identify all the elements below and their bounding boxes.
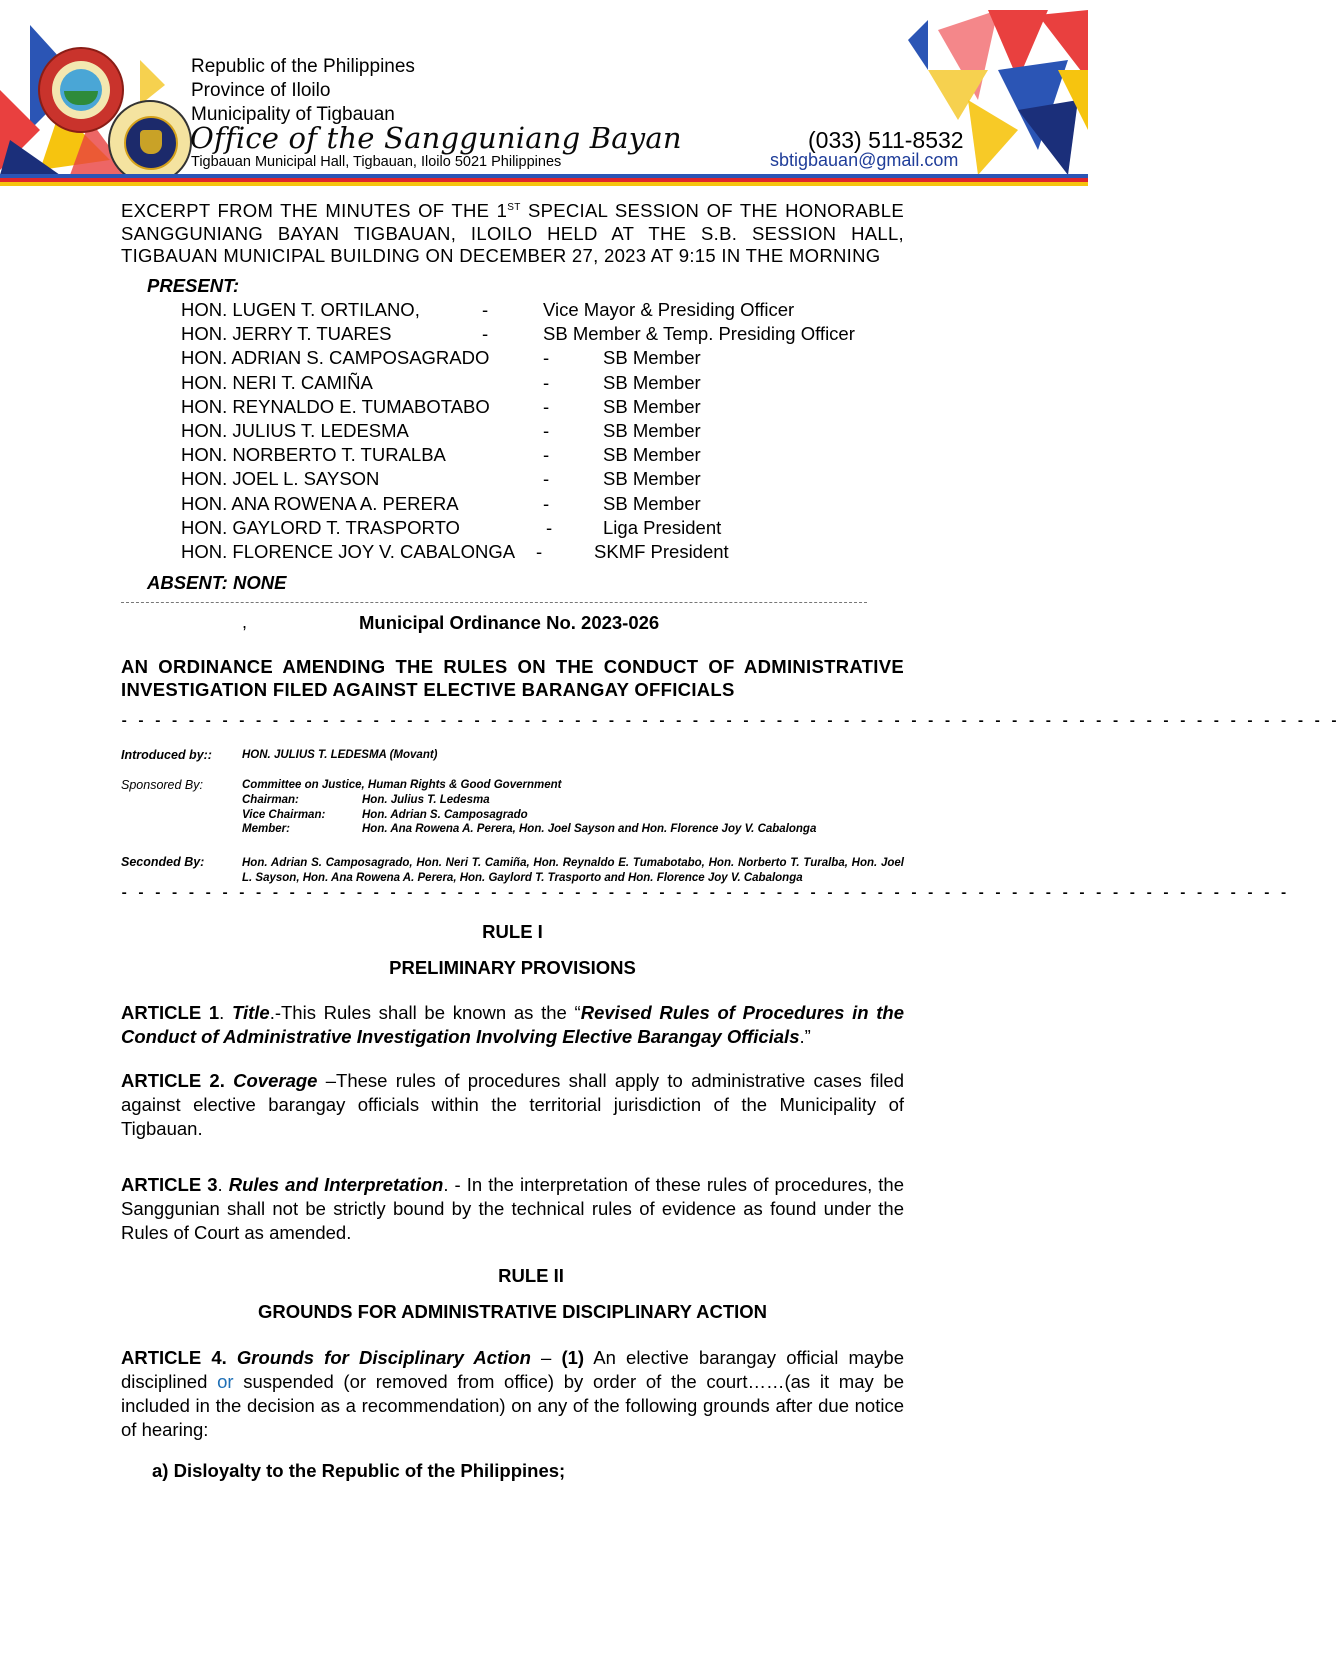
header-republic: Republic of the Philippines (191, 56, 415, 77)
ordinance-number: Municipal Ordinance No. 2023-026 (359, 612, 660, 633)
member-name: HON. FLORENCE JOY V. CABALONGA (181, 541, 516, 562)
article-4: ARTICLE 4. Grounds for Disciplinary Action – (1) An elective barangay official maybe disciplined or suspended (or removed from office) by order of the court……(as it may be included in the decision as a recommendation) on any of the following grounds after due notice of hearing: (121, 1347, 905, 1440)
header-municipality: Municipality of Tigbauan (191, 104, 395, 125)
member-dash: - (543, 444, 550, 466)
member-dash: - (543, 395, 550, 417)
header-stripe-yellow (0, 182, 1088, 186)
member-dash: - (543, 347, 550, 369)
member-row (0, 539, 1088, 565)
member-role: Liga President (603, 516, 722, 538)
member-role: SB Member (603, 347, 701, 369)
chairman-label: Chairman: (242, 794, 299, 806)
seconded-value: Hon. Adrian S. Camposagrado, Hon. Neri T. Camiña, Hon. Reynaldo E. Tumabotabo, Hon. Norberto T. Turalba, Hon. Joel L. Sayson, Hon. Ana Rowena A. Perera, Hon. Gaylord T. Trasporto and Hon. Florence Joy V. Cabalonga (242, 857, 904, 884)
member-dash: - (482, 299, 489, 320)
ordinance-title: AN ORDINANCE AMENDING THE RULES ON THE CONDUCT OF ADMINISTRATIVE INVESTIGATION FILED AGAINST ELECTIVE BARANGAY OFFICIALS (121, 656, 904, 700)
member-dash: - (536, 541, 543, 562)
member-dash: - (482, 323, 489, 345)
header-province: Province of Iloilo (191, 80, 331, 101)
member-name: HON. NORBERTO T. TURALBA (181, 444, 446, 466)
member-dash: - (543, 420, 550, 441)
member-row (0, 418, 1088, 444)
member-value: Hon. Ana Rowena A. Perera, Hon. Joel Sayson and Hon. Florence Joy V. Cabalonga (362, 823, 817, 835)
member-role: SB Member (603, 371, 701, 393)
member-name: HON. JERRY T. TUARES (181, 323, 392, 345)
member-row (0, 442, 1088, 468)
rule1-heading: RULE I (482, 921, 543, 942)
member-name: HON. REYNALDO E. TUMABOTABO (181, 395, 490, 417)
member-row (0, 466, 1088, 492)
member-name: HON. ANA ROWENA A. PERERA (181, 492, 459, 514)
member-row (0, 321, 1088, 347)
absent-line: ABSENT: NONE (147, 572, 287, 593)
member-role: SB Member (603, 420, 701, 441)
member-dash: - (546, 516, 553, 538)
member-label: Member: (242, 823, 290, 835)
member-name: HON. LUGEN T. ORTILANO, (181, 299, 420, 320)
member-row (0, 515, 1088, 541)
member-role: SB Member & Temp. Presiding Officer (543, 323, 855, 345)
member-row (0, 394, 1088, 420)
sangguniang-bayan-seal (108, 100, 192, 184)
municipality-seal (38, 47, 124, 133)
member-name: HON. NERI T. CAMIÑA (181, 371, 373, 393)
article-3: ARTICLE 3. Rules and Interpretation. - In the interpretation of these rules of procedures, the Sanggunian shall not be strictly bound by the technical rules of evidence as found under the Rules of Court as amended. (121, 1174, 905, 1243)
rule2-subheading: GROUNDS FOR ADMINISTRATIVE DISCIPLINARY ACTION (257, 1301, 768, 1322)
member-role: SB Member (603, 395, 701, 417)
ordinance-comma: , (242, 612, 248, 632)
rule2-heading: RULE II (498, 1265, 564, 1286)
member-row (0, 345, 1088, 371)
introduced-label: Introduced by:: (121, 748, 212, 762)
dashed-divider-bottom: - - - - - - - - - - - - - - - - - - - - - - - - - - - - - - - - - - - - - - - - - - - - - - - - - - - - - - - - - - - - - - - - - - - - - - (120, 886, 1288, 902)
member-row (0, 491, 1088, 517)
member-dash: - (543, 492, 550, 514)
email-address[interactable]: sbtigbauan@gmail.com (770, 150, 959, 170)
chairman-value: Hon. Julius T. Ledesma (362, 794, 490, 806)
introduced-value: HON. JULIUS T. LEDESMA (Movant) (242, 749, 438, 761)
rule1-subheading: PRELIMINARY PROVISIONS (389, 957, 636, 978)
member-role: SKMF President (594, 541, 729, 562)
member-name: HON. GAYLORD T. TRASPORTO (181, 516, 460, 538)
member-role: Vice Mayor & Presiding Officer (543, 299, 795, 320)
member-name: HON. JULIUS T. LEDESMA (181, 420, 409, 441)
member-name: HON. ADRIAN S. CAMPOSAGRADO (181, 347, 490, 369)
present-heading: PRESENT: (147, 275, 240, 296)
article-2: ARTICLE 2. Coverage –These rules of procedures shall apply to administrative cases filed against elective barangay officials within the territorial jurisdiction of the Municipality of Tigbauan. (121, 1070, 905, 1139)
member-row (0, 297, 1088, 323)
dashed-divider-top: - - - - - - - - - - - - - - - - - - - - - - - - - - - - - - - - - - - - - - - - - - - - - - - - - - - - - - - - - - - - - - - - - - - - - - - - - (120, 714, 1338, 730)
dotted-divider (121, 602, 867, 603)
excerpt-heading: EXCERPT FROM THE MINUTES OF THE 1ST SPECIAL SESSION OF THE HONORABLE SANGGUNIANG BAYAN TIGBAUAN, ILOILO HELD AT THE S.B. SESSION HALL, TIGBAUAN MUNICIPAL BUILDING ON DECEMBER 27, 2023 AT 9:15 IN THE MORNING (121, 200, 904, 267)
member-role: SB Member (603, 444, 701, 466)
member-role: SB Member (603, 468, 701, 490)
member-role: SB Member (603, 492, 701, 514)
member-name: HON. JOEL L. SAYSON (181, 468, 380, 490)
article-1: ARTICLE 1. Title.-This Rules shall be known as the “Revised Rules of Procedures in the Conduct of Administrative Investigation Involving Elective Barangay Officials.” (121, 1002, 905, 1047)
sponsored-value: Committee on Justice, Human Rights & Good Government (242, 779, 562, 791)
vice-chairman-label: Vice Chairman: (242, 809, 326, 821)
article-4-item-a: a) Disloyalty to the Republic of the Philippines; (152, 1460, 566, 1481)
office-title: Office of the Sangguniang Bayan (190, 121, 682, 155)
member-row (0, 370, 1088, 396)
sponsored-label: Sponsored By: (121, 778, 203, 792)
phone-number: (033) 511-8532 (808, 127, 964, 153)
seconded-label: Seconded By: (121, 855, 205, 869)
member-dash: - (543, 468, 550, 490)
member-dash: - (543, 371, 550, 393)
header-address: Tigbauan Municipal Hall, Tigbauan, Iloilo 5021 Philippines (191, 154, 562, 170)
vice-chairman-value: Hon. Adrian S. Camposagrado (362, 809, 528, 821)
